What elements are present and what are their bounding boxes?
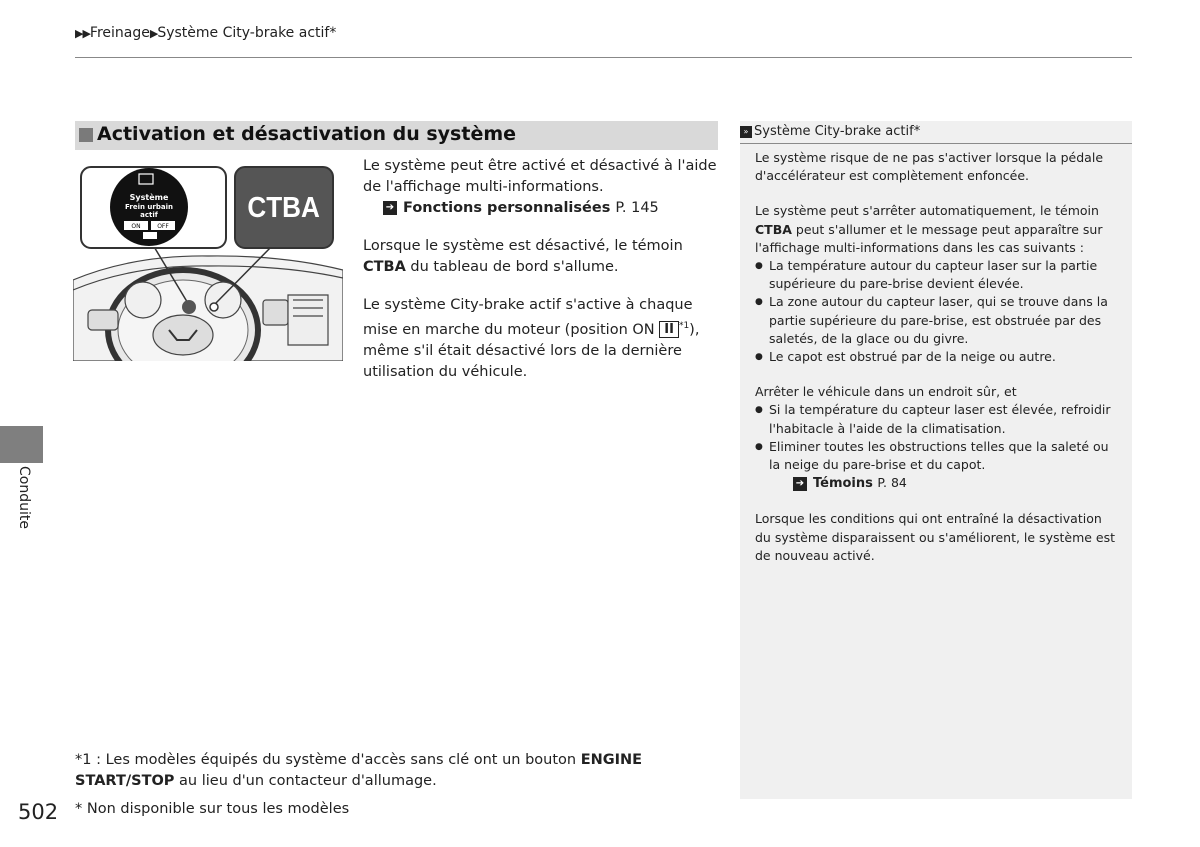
xref-custom-features-label: Fonctions personnalisées: [403, 200, 611, 216]
footnote-ref[interactable]: *1: [678, 321, 690, 331]
footnote-2: * Non disponible sur tous les modèles: [75, 801, 350, 817]
main-paragraph-3: [363, 295, 718, 383]
sidebar-list-1: [755, 257, 1120, 366]
chapter-tab-label-box: [8, 466, 36, 536]
list-item: ● Le capot est obstrué par de la neige ou autre.: [755, 348, 1120, 366]
sidebar-arrow-icon: »: [740, 126, 752, 138]
section-title: Activation et désactivation du système: [97, 123, 517, 145]
xref-arrow-icon: ➔: [383, 201, 397, 215]
main-paragraph-2: [363, 236, 718, 278]
display-line2: Frein urbain: [125, 203, 173, 211]
list-item: ● La zone autour du capteur laser, qui se trouve dans la partie supérieure du pare-brise, est obstruée par des saletés, de la glace ou du givre.: [755, 293, 1120, 348]
chapter-tab-label: Conduite: [16, 466, 32, 529]
breadcrumb-arrows: ▶▶: [75, 27, 90, 40]
section-heading: [75, 121, 718, 150]
page-number: 502: [18, 800, 59, 824]
xref-arrow-icon: ➔: [793, 477, 807, 491]
header-divider: [75, 57, 1132, 58]
main-p2-text-b: du tableau de bord s'allume.: [405, 259, 619, 275]
main-p2-text-a: Lorsque le système est désactivé, le témoin: [363, 238, 683, 254]
breadcrumb-current: Système City-brake actif: [157, 25, 330, 41]
chapter-tab[interactable]: [0, 426, 43, 463]
sidebar-title-mark: *: [913, 124, 921, 139]
footnote-engine-start-stop: ENGINE START/STOP: [75, 752, 643, 789]
sidebar-body: [755, 149, 1120, 582]
sidebar-p3: Arrêter le véhicule dans un endroit sûr, et: [755, 384, 1017, 400]
display-line3: actif: [140, 211, 158, 219]
footnote-1: *1 : Les modèles équipés du système d'accès sans clé ont un bouton ENGINE START/STOP au lieu d'un contacteur d'allumage.: [75, 752, 643, 789]
display-on-option: ON: [131, 223, 141, 230]
sidebar-ctba: CTBA: [755, 221, 792, 237]
xref-indicators[interactable]: [793, 474, 1120, 493]
breadcrumb-section[interactable]: Freinage: [89, 25, 150, 41]
display-callout: [81, 167, 226, 248]
sidebar-p2: Le système peut s'arrêter automatiquement, le témoin CTBA peut s'allumer et le message peut apparaître sur l'affichage multi-informations dans les cas suivants :: [755, 203, 1103, 255]
ctba-indicator-callout: [235, 167, 333, 248]
xref-custom-features-page: P. 145: [615, 200, 659, 216]
sidebar-heading: [740, 122, 1132, 144]
ctba-indicator-text: CTBA: [247, 190, 320, 224]
main-p1-text: Le système peut être activé et désactivé à l'aide de l'affichage multi-informations.: [363, 158, 717, 195]
xref-indicators-page: P. 84: [877, 475, 907, 491]
xref-custom-features[interactable]: [383, 198, 659, 219]
section-square-icon: [79, 128, 93, 142]
main-paragraph-1: [363, 156, 718, 219]
sidebar-title: Système City-brake actif: [754, 124, 914, 139]
display-title: Système: [129, 193, 169, 202]
dashboard-illustration: [73, 160, 343, 361]
breadcrumb: [75, 25, 336, 41]
main-p3-text-b: ), même s'il était désactivé lors de la dernière utilisation du véhicule.: [363, 321, 700, 380]
main-p2-ctba: CTBA: [363, 259, 406, 275]
main-p3-text-a: Le système City-brake actif s'active à chaque mise en marche du moteur (position ON: [363, 297, 693, 338]
list-item: ● Eliminer toutes les obstructions telles que la saleté ou la neige du pare-brise et du capot.: [755, 438, 1120, 474]
sidebar-p1: Le système risque de ne pas s'activer lorsque la pédale d'accélérateur est complètement enfoncée.: [755, 150, 1104, 184]
sidebar-list-2: [755, 401, 1120, 474]
breadcrumb-mark: *: [329, 25, 337, 41]
breadcrumb-separator: ▶: [149, 27, 158, 40]
list-item: ● Si la température du capteur laser est élevée, refroidir l'habitacle à l'aide de la climatisation.: [755, 401, 1120, 437]
xref-indicators-label: Témoins: [813, 476, 873, 492]
list-item: ● La température autour du capteur laser sur la partie supérieure du pare-brise devient élevée.: [755, 257, 1120, 293]
sidebar-p4: Lorsque les conditions qui ont entraîné la désactivation du système disparaissent ou s'améliorent, le système est de nouveau activé.: [755, 511, 1116, 563]
display-off-option: OFF: [157, 223, 169, 230]
ignition-key-icon: II: [659, 321, 679, 338]
dashboard-drawing: [73, 256, 343, 361]
